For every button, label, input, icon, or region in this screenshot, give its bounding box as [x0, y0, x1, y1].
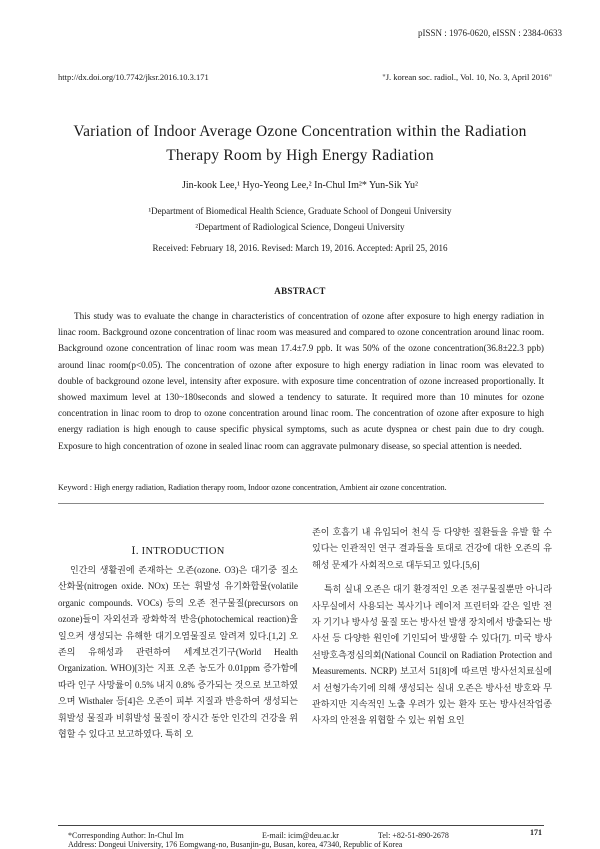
affiliation-1: ¹Department of Biomedical Health Science, Graduate School of Dongeui University — [148, 206, 452, 216]
issn-line: pISSN : 1976-0620, eISSN : 2384-0633 — [417, 28, 562, 38]
author-address: Address: Dongeui University, 176 Eomgwang-no, Busanjin-gu, Busan, korea, 47340, Republic of Korea — [68, 840, 403, 849]
section-title-introduction: Ⅰ. INTRODUCTION — [131, 546, 225, 557]
author-tel: Tel: +82-51-890-2678 — [378, 831, 449, 840]
abstract-heading: ABSTRACT — [274, 286, 326, 296]
author-email[interactable]: E-mail: icim@deu.ac.kr — [262, 831, 339, 840]
submission-dates: Received: February 18, 2016. Revised: March 19, 2016. Accepted: April 25, 2016 — [152, 243, 448, 253]
authors: Jin-kook Lee,¹ Hyo-Yeong Lee,² In-Chul Im²* Yun-Sik Yu² — [181, 180, 419, 191]
footer-divider — [58, 825, 544, 826]
abstract-body: This study was to evaluate the change in characteristics of concentration of ozone after exposure to high energy radiation in linac room. Background ozone concentration of linac room was measured and compared to ozone concentration around linac room. Background ozone concentration of linac room was mean 17.4±7.9 ppb. It was 50% of the ozone concentration(36.8±22.3 ppb) around linac room(p<0.05). The concentration of ozone after exposure to high energy radiation in linac room was elevated to double of background ozone level, intensity after exposure. with exposure time concentration of ozone increased proportionally. It showed maximum level at 130~180seconds and slowed a tendency to saturate. It required more than 10 minutes for ozone concentration in linac room to drop to ozone concentration around linac room. The concentration of ozone after exposure to high energy radiation is high enough to cause specific physical symptoms, such as acute dyspnea or chest pain due to dry cough. Exposure to high concentration of ozone in sealed linac room can aggravate pulmonary disease, so special attention is needed. — [58, 311, 544, 451]
right-paragraph-1: 존이 호흡기 내 유입되어 천식 등 다양한 질환들을 유발 할 수 있다는 인관적인 연구 결과들을 토대로 건강에 대한 오존의 유해성 문제가 사회적으로 대두되고 있다.[5,6] — [312, 527, 552, 570]
doi-link[interactable]: http://dx.doi.org/10.7742/jksr.2016.10.3.171 — [58, 72, 209, 82]
title-line-2: Therapy Room by High Energy Radiation — [166, 147, 434, 164]
paper-title — [40, 120, 560, 168]
page-number: 171 — [530, 828, 542, 837]
section-divider — [58, 503, 544, 504]
intro-left-column: 인간의 생활권에 존재하는 오존(ozone. O3)은 대기중 질소산화물(nitrogen oxide. NOx) 또는 휘발성 유기화합물(volatile organic compounds. VOCs) 등의 오존 전구물질(precursors on ozone)들이 자외선과 광화학적 반응(photochemical reaction)을 일으켜 생성되는 유해한 대기오염물질로 알려져 있다.[1,2] 오존의 유해성과 관련하여 세계보건기구(World Health Organization. WHO)[3]는 지표 오존 농도가 0.01ppm 증가함에 따라 인구 사망률이 0.5% 내지 0.8% 증가되는 것으로 보고하였으며 Wisthaler 등[4]은 오존이 피부 지질과 반응하여 생성되는 휘발성 물질과 비휘발성 물질이 장시간 동안 인간의 건강을 위협할 수 있다고 보고하였다. 특히 오 — [58, 565, 298, 740]
affiliation-2: ²Department of Radiological Science, Dongeui University — [195, 222, 405, 232]
keywords: Keyword : High energy radiation, Radiation therapy room, Indoor ozone concentration, Ambient air ozone concentration. — [58, 483, 447, 492]
journal-citation: "J. korean soc. radiol., Vol. 10, No. 3, April 2016" — [382, 72, 552, 82]
intro-right-column — [312, 524, 552, 729]
right-paragraph-2: 특히 실내 오존은 대기 환경적인 오존 전구물질뿐만 아니라 사무실에서 사용되는 복사기나 레이저 프린터와 같은 일반 전자 기기나 방사성 물질 또는 방사선 발생 장치에서 방출되는 방사선 등 다양한 원인에 기인되어 발생할 수 있다[7]. 미국 방사선방호측정심의회(National Council on Radiation Protection and Measurements. NCRP) 보고서 51[8]에 따르면 방사선치료실에서 선형가속기에 의해 생성되는 실내 오존은 방사선 방호와 무관하지만 지속적인 노출 우려가 있는 환자 또는 방사선작업종사자의 안전을 위협할 수 있는 위험 요인 — [312, 584, 552, 726]
title-line-1: Variation of Indoor Average Ozone Concentration within the Radiation — [73, 123, 527, 140]
corresponding-author: *Corresponding Author: In-Chul Im — [68, 831, 184, 840]
